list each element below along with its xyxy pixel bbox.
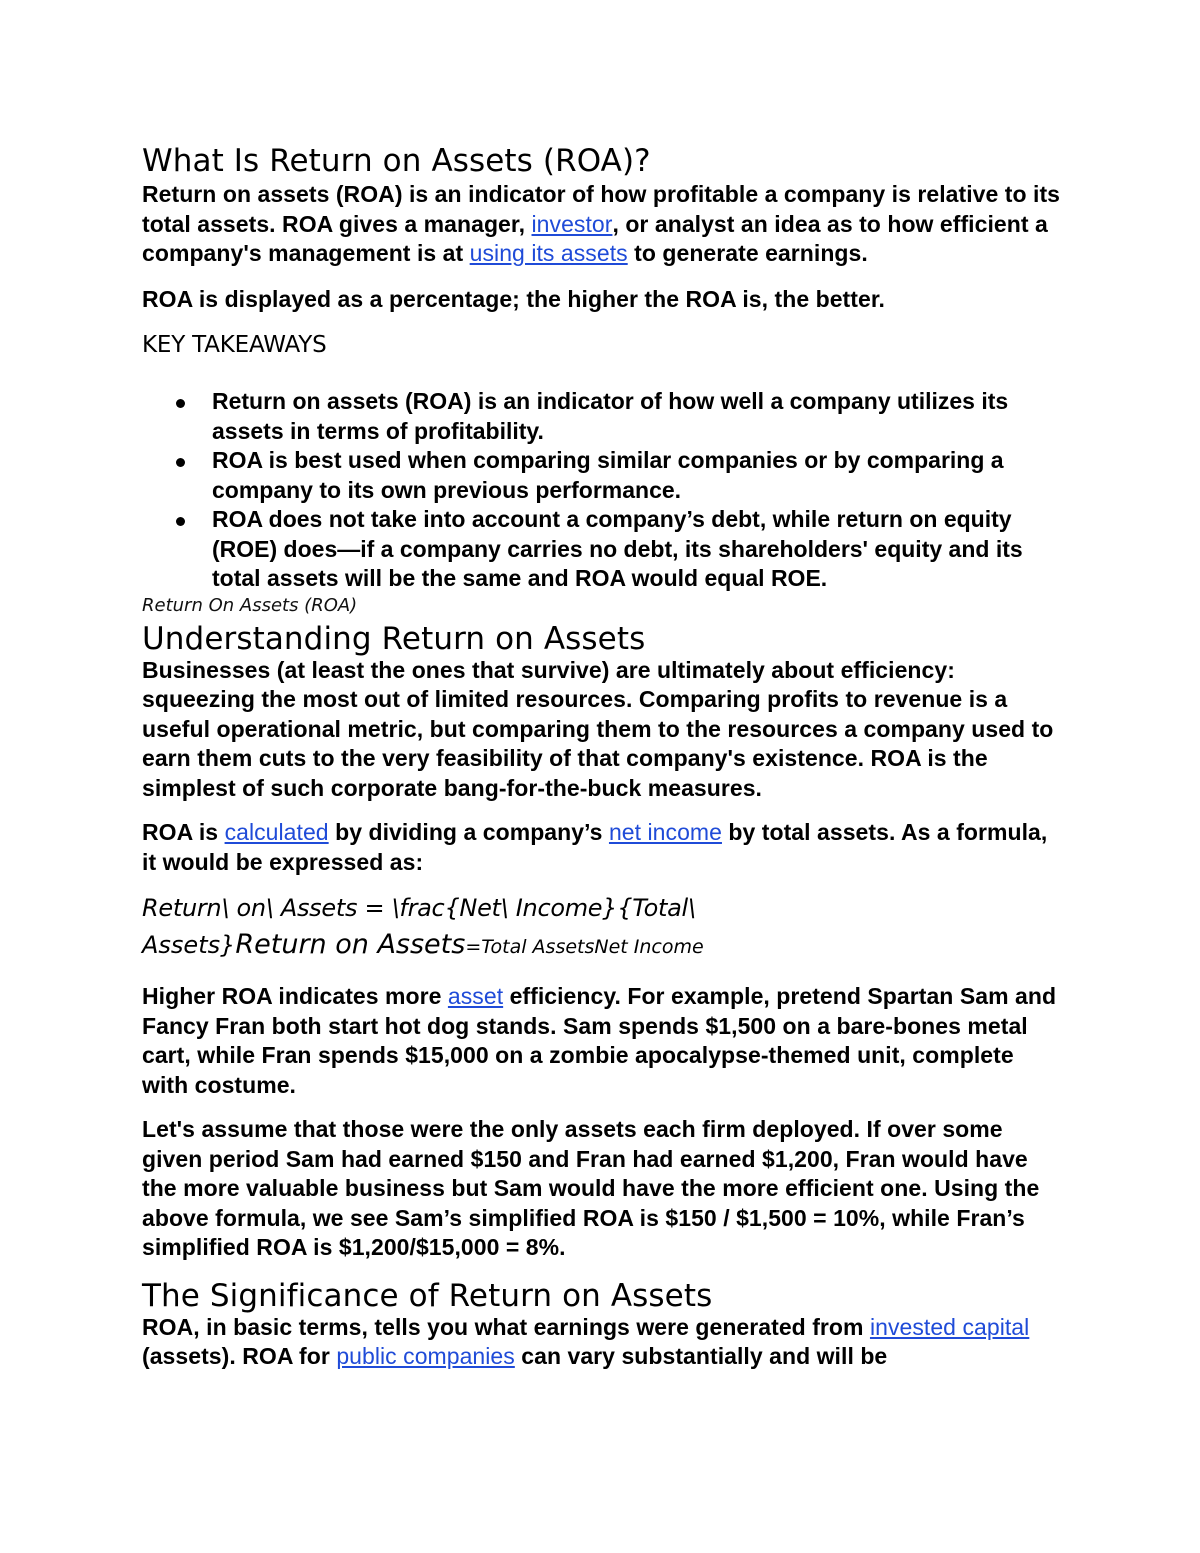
text-fragment: Return on assets (ROA) is an indicator of how profitable a company is relative to its total assets. ROA gives a manager, xyxy=(142,181,1061,237)
heading-understanding-roa: Understanding Return on Assets xyxy=(142,620,646,657)
link-public-companies[interactable]: public companies xyxy=(336,1343,515,1369)
paragraph-sam-fran-calculation: Let's assume that those were the only assets each firm deployed. If over some given period Sam had earned $150 and Fran had earned $1,200, Fran would have the more valuable business but Sam would have the more efficient one. Using the above formula, we see Sam’s simplified ROA is $150 / $1,500 = 10%, while Fran’s simplified ROA is $1,200/$15,000 = 8%. xyxy=(142,1116,1040,1260)
link-investor[interactable]: investor xyxy=(531,210,613,237)
text-fragment: ROA is xyxy=(142,819,225,845)
formula-rendered-line xyxy=(142,927,1062,966)
list-item xyxy=(142,446,1062,505)
bullet-icon xyxy=(176,399,185,408)
bullet-icon xyxy=(176,517,185,526)
text-fragment: (assets). ROA for xyxy=(142,1343,337,1369)
text-fragment: efficiency. For example, pretend Spartan Sam and Fancy Fran both start hot dog stands. Sam spends $1,500 on a bare-bones metal cart, while Fran spends $15,000 on a zombie apocalypse-themed unit, complete with costume. xyxy=(142,983,1057,1098)
list-item xyxy=(142,387,1062,446)
paragraph-roa-calculation xyxy=(142,818,1062,877)
link-net-income[interactable]: net income xyxy=(608,819,722,845)
link-calculated[interactable]: calculated xyxy=(224,819,329,845)
text-fragment: can vary substantially and will be xyxy=(514,1343,888,1369)
text-fragment: by dividing a company’s xyxy=(328,819,609,845)
paragraph-efficiency: Businesses (at least the ones that survive) are ultimately about efficiency: squeezing the most out of limited resources. Comparing profits to revenue is a useful operational metric, but comparing them to the resources a company used to earn them cuts to the very feasibility of that company's existence. ROA is the simplest of such corporate bang-for-the-buck measures. xyxy=(142,656,1054,801)
link-invested-capital[interactable]: invested capital xyxy=(869,1313,1030,1340)
text-fragment: by total assets. As a formula, it would be expressed as: xyxy=(142,819,1048,875)
bullet-icon xyxy=(176,458,185,467)
takeaway-text: ROA is best used when comparing similar companies or by comparing a company to its own previous performance. xyxy=(212,447,1004,503)
link-asset[interactable]: asset xyxy=(447,983,504,1009)
document-page xyxy=(142,140,1062,1372)
paragraph-significance xyxy=(142,1313,1062,1372)
takeaways-list xyxy=(142,387,1062,594)
takeaway-text: ROA does not take into account a company’s debt, while return on equity (ROE) does—if a company carries no debt, its shareholders' equity and its total assets will be the same and ROA would equal ROE. xyxy=(212,506,1023,591)
link-using-its-assets[interactable]: using its assets xyxy=(469,240,628,266)
formula-latex-tail: Assets} xyxy=(142,931,236,959)
text-fragment: ROA, in basic terms, tells you what earnings were generated from xyxy=(142,1313,870,1340)
list-item xyxy=(142,505,1062,594)
text-fragment: , or analyst an idea as to how efficient a company's management is at xyxy=(142,210,1048,266)
heading-significance-roa: The Significance of Return on Assets xyxy=(142,1277,713,1314)
figure-caption: Return On Assets (ROA) xyxy=(142,594,358,616)
text-fragment: to generate earnings. xyxy=(627,240,868,266)
paragraph-roa-definition xyxy=(142,180,1062,269)
key-takeaways-heading: KEY TAKEAWAYS xyxy=(142,332,327,358)
paragraph-roa-percentage: ROA is displayed as a percentage; the higher the ROA is, the better. xyxy=(142,285,885,312)
text-fragment: Higher ROA indicates more xyxy=(142,983,448,1009)
paragraph-asset-efficiency-example xyxy=(142,982,1062,1100)
formula-rhs: =Total AssetsNet Income xyxy=(465,936,704,958)
heading-what-is-roa: What Is Return on Assets (ROA)? xyxy=(142,143,651,179)
formula-lhs: Return on Assets xyxy=(235,929,466,960)
formula-latex-line: Return\ on\ Assets = \frac{Net\ Income}{Total\ xyxy=(142,894,696,922)
takeaway-text: Return on assets (ROA) is an indicator of how well a company utilizes its assets in terms of profitability. xyxy=(212,388,1009,444)
